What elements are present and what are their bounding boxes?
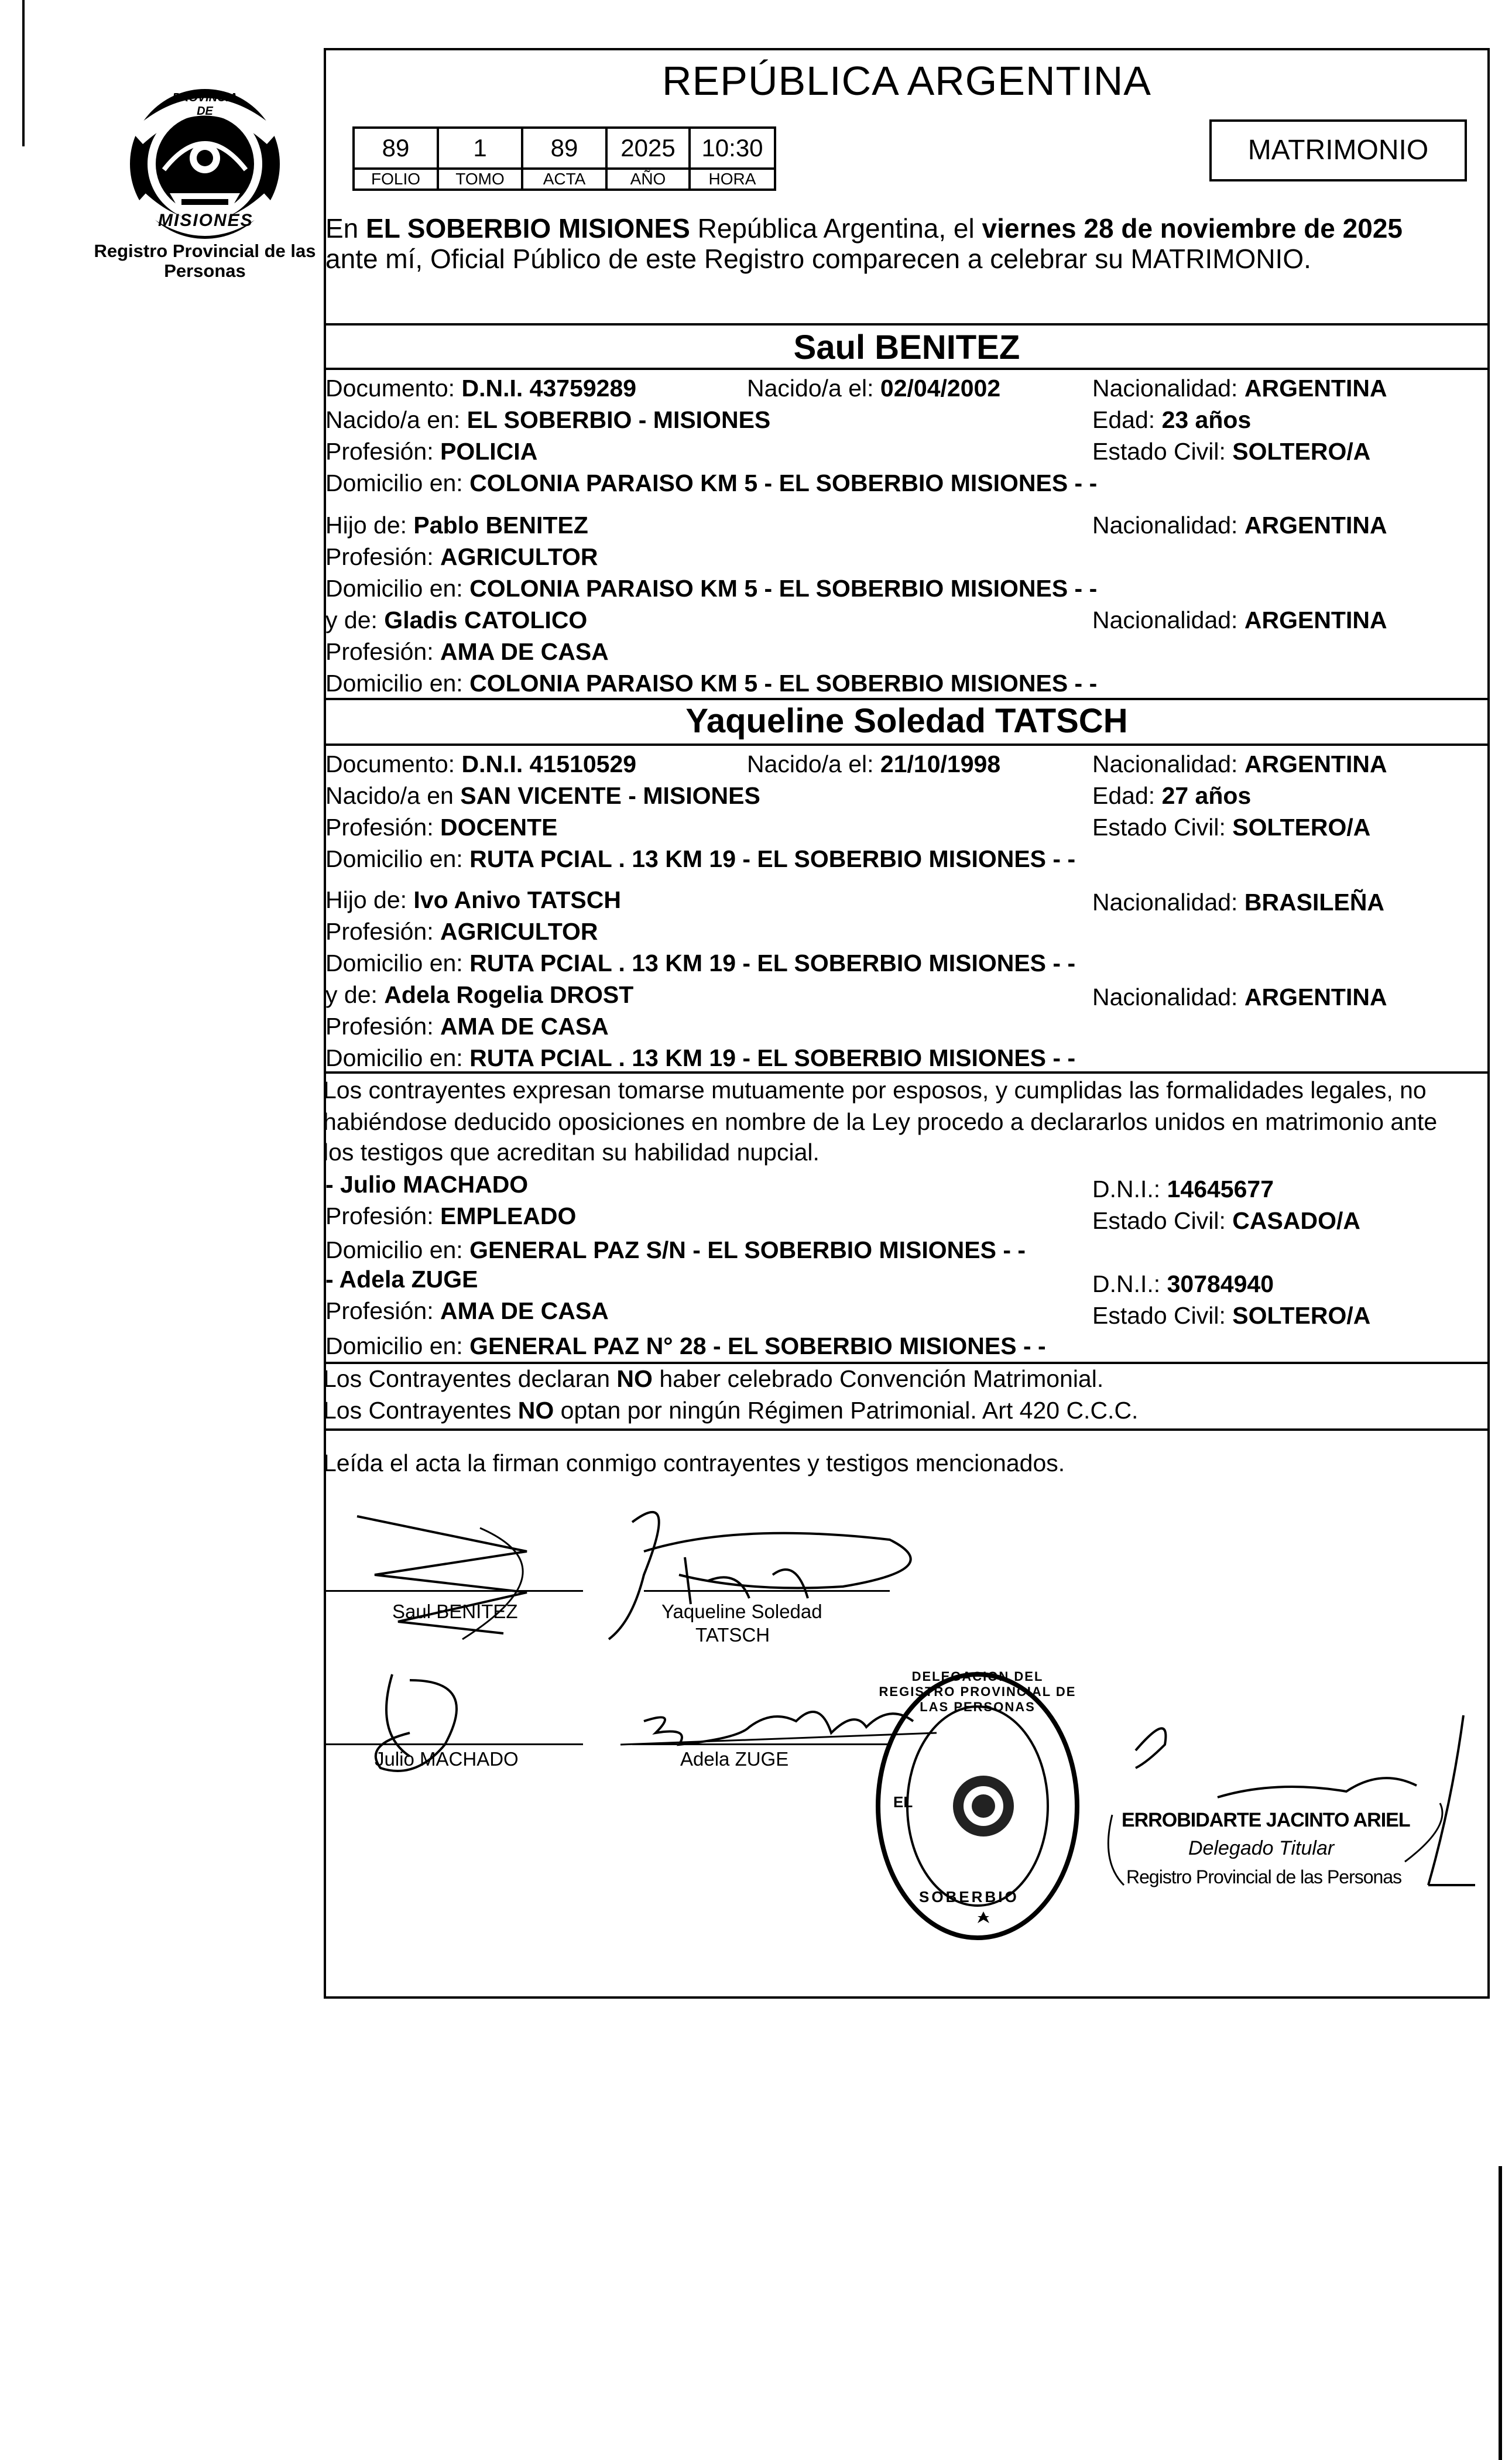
spouse2-age: Edad: 27 años (1092, 782, 1252, 809)
signature-saul: Saul BENITEZ (392, 1601, 518, 1622)
witness1-dni: D.N.I.: 14645677 (1092, 1176, 1274, 1202)
sig-line-4 (632, 1743, 890, 1745)
spouse1-prof: Profesión: POLICIA (325, 438, 538, 465)
margin-line-right (1499, 2166, 1502, 2460)
spouse1-age: Edad: 23 años (1092, 406, 1252, 433)
intro-middle: República Argentina, el (690, 213, 982, 244)
spouse1-mother-prof: Profesión: AMA DE CASA (325, 638, 609, 665)
declaration-line-2: habiéndose deducido oposiciones en nombre de la Ley procedo a declararlos unidos en matrimonio ante (323, 1108, 1438, 1135)
signature-julio: Julio MACHADO (375, 1748, 519, 1770)
witness2-dni: D.N.I.: 30784940 (1092, 1270, 1274, 1297)
divider (324, 368, 1490, 370)
spouse1-birthplace: Nacido/a en: EL SOBERBIO - MISIONES (325, 406, 771, 433)
witness1-prof: Profesión: EMPLEADO (325, 1202, 577, 1229)
sig-line-1 (325, 1590, 583, 1592)
spouse1-civil: Estado Civil: SOLTERO/A (1092, 438, 1371, 465)
witness1-addr: Domicilio en: GENERAL PAZ S/N - EL SOBERBIO MISIONES - - (325, 1236, 1026, 1263)
witness2-name: - Adela ZUGE (325, 1266, 478, 1293)
spouse2-prof: Profesión: DOCENTE (325, 814, 558, 841)
spouse2-nat: Nacionalidad: ARGENTINA (1092, 751, 1387, 777)
spouse2-mother-addr: Domicilio en: RUTA PCIAL . 13 KM 19 - EL SOBERBIO MISIONES - - (325, 1044, 1076, 1071)
witness2-civil: Estado Civil: SOLTERO/A (1092, 1302, 1371, 1329)
intro-line-2: ante mí, Oficial Público de este Registro comparecen a celebrar su MATRIMONIO. (325, 244, 1311, 274)
regime-line-2: Los Contrayentes NO optan por ningún Régimen Patrimonial. Art 420 C.C.C. (323, 1397, 1139, 1424)
spouse1-nat: Nacionalidad: ARGENTINA (1092, 375, 1387, 402)
spouse2-mother: y de: Adela Rogelia DROST (325, 981, 634, 1008)
divider (324, 744, 1490, 746)
spouse1-father-nat: Nacionalidad: ARGENTINA (1092, 512, 1387, 539)
spouse2-addr: Domicilio en: RUTA PCIAL . 13 KM 19 - EL SOBERBIO MISIONES - - (325, 845, 1076, 872)
acta-label: ACTA (522, 169, 606, 190)
signature-adela: Adela ZUGE (680, 1748, 789, 1770)
time-value: 10:30 (690, 128, 775, 169)
official-seal (872, 1666, 1083, 1947)
spouse2-born: Nacido/a el: 21/10/1998 (747, 751, 1001, 777)
intro-prefix: En (325, 213, 366, 244)
spouse1-mother-addr: Domicilio en: COLONIA PARAISO KM 5 - EL SOBERBIO MISIONES - - (325, 670, 1098, 697)
office-caption: Registro Provincial de las Personas (94, 241, 316, 281)
divider (324, 1428, 1490, 1431)
seal-center-1: EL (893, 1793, 913, 1811)
time-label: HORA (690, 169, 775, 190)
spouse1-mother: y de: Gladis CATOLICO (325, 607, 588, 633)
regime-line-1: Los Contrayentes declaran NO haber celebrado Convención Matrimonial. (323, 1365, 1104, 1392)
spouse2-father-addr: Domicilio en: RUTA PCIAL . 13 KM 19 - EL SOBERBIO MISIONES - - (325, 950, 1076, 977)
spouse2-father-nat: Nacionalidad: BRASILEÑA (1092, 889, 1385, 916)
spouse1-doc: Documento: D.N.I. 43759289 (325, 375, 637, 402)
divider (324, 323, 1490, 326)
tomo-value: 1 (438, 128, 522, 169)
witness2-addr: Domicilio en: GENERAL PAZ N° 28 - EL SOBERBIO MISIONES - - (325, 1332, 1046, 1359)
year-value: 2025 (606, 128, 690, 169)
spouse2-birthplace: Nacido/a en SAN VICENTE - MISIONES (325, 782, 760, 809)
act-type-box: MATRIMONIO (1209, 119, 1467, 181)
closing-text: Leída el acta la firman conmigo contrayentes y testigos mencionados. (323, 1450, 1065, 1476)
spouse2-mother-prof: Profesión: AMA DE CASA (325, 1013, 609, 1040)
spouse1-father-prof: Profesión: AGRICULTOR (325, 543, 598, 570)
spouse1-addr: Domicilio en: COLONIA PARAISO KM 5 - EL SOBERBIO MISIONES - - (325, 470, 1098, 496)
spouse1-father-addr: Domicilio en: COLONIA PARAISO KM 5 - EL SOBERBIO MISIONES - - (325, 575, 1098, 602)
sig-line-3 (325, 1743, 583, 1745)
acta-value: 89 (522, 128, 606, 169)
intro-place: EL SOBERBIO MISIONES (366, 213, 690, 244)
seal-ring-text: DELEGACION DEL REGISTRO PROVINCIAL DE LAS PERSONAS (879, 1669, 1076, 1714)
spouse1-father: Hijo de: Pablo BENITEZ (325, 512, 588, 539)
folio-label: FOLIO (354, 169, 438, 190)
margin-line (22, 0, 25, 146)
logo-top-text: PROVINCIA DE (172, 91, 238, 118)
spouse1-mother-nat: Nacionalidad: ARGENTINA (1092, 607, 1387, 633)
divider (324, 1071, 1490, 1074)
registry-table (352, 126, 776, 191)
officer-name: ERROBIDARTE JACINTO ARIEL (1122, 1809, 1410, 1831)
year-label: AÑO (606, 169, 690, 190)
folio-value: 89 (354, 128, 438, 169)
spouse2-doc: Documento: D.N.I. 41510529 (325, 751, 637, 777)
intro-text (325, 212, 1490, 245)
witness1-name: - Julio MACHADO (325, 1171, 529, 1198)
declaration-line-3: los testigos que acreditan su habilidad nupcial. (323, 1139, 820, 1166)
signature-yaqueline-1: Yaqueline Soledad (661, 1601, 822, 1622)
officer-office: Registro Provincial de las Personas (1126, 1866, 1402, 1887)
tomo-label: TOMO (438, 169, 522, 190)
officer-title: Delegado Titular (1188, 1837, 1335, 1859)
declaration-line-1: Los contrayentes expresan tomarse mutuamente por esposos, y cumplidas las formalidades legales, no (323, 1077, 1427, 1104)
spouse2-father-prof: Profesión: AGRICULTOR (325, 918, 598, 945)
intro-date: viernes 28 de noviembre de 2025 (982, 213, 1403, 244)
divider (324, 698, 1490, 700)
witness2-prof: Profesión: AMA DE CASA (325, 1297, 609, 1324)
signature-yaqueline-2: TATSCH (695, 1624, 770, 1646)
spouse2-name: Yaqueline Soledad TATSCH (685, 702, 1128, 740)
witness1-civil: Estado Civil: CASADO/A (1092, 1207, 1360, 1234)
spouse2-mother-nat: Nacionalidad: ARGENTINA (1092, 984, 1387, 1010)
spouse2-civil: Estado Civil: SOLTERO/A (1092, 814, 1371, 841)
spouse2-father: Hijo de: Ivo Anivo TATSCH (325, 886, 621, 913)
country-title: REPÚBLICA ARGENTINA (662, 58, 1151, 104)
logo-bottom-text: MISIONES (158, 211, 253, 230)
seal-center-2: SOBERBIO (919, 1888, 1019, 1906)
spouse1-born: Nacido/a el: 02/04/2002 (747, 375, 1001, 402)
sig-line-2 (644, 1590, 890, 1592)
spouse1-name: Saul BENITEZ (793, 328, 1020, 366)
